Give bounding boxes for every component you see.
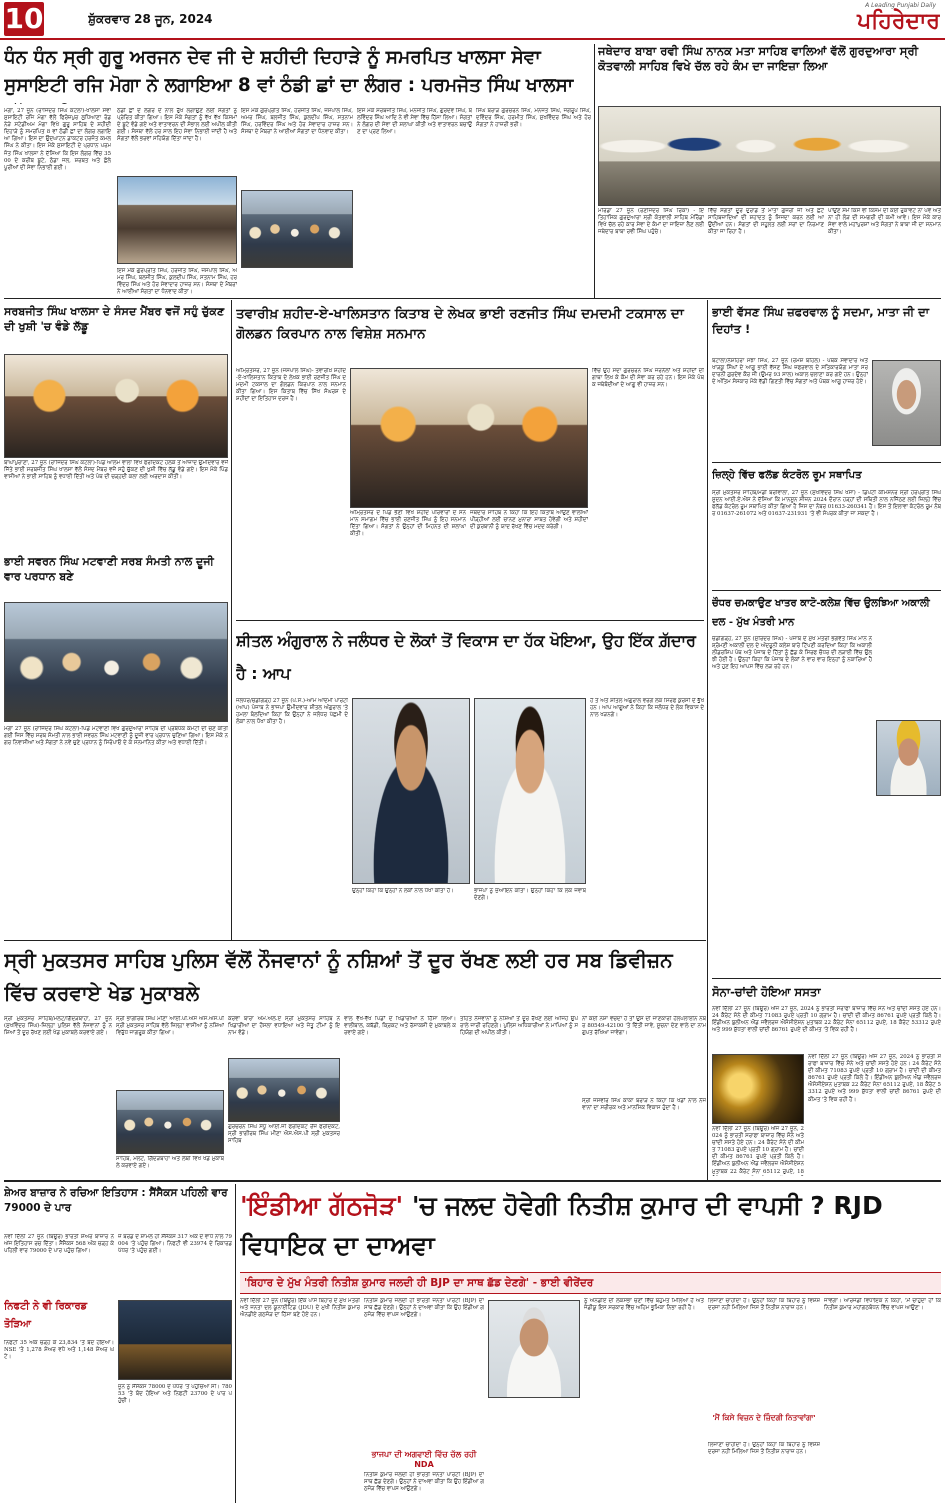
langar-body-col1: ਮੋਗਾ, 27 ਜੂਨ (ਰਾਜਿੰਦਰ ਸਿੰਘ ਕੋਟਲਾ)-ਖਾਲਸਾ ਸੇਵਾ ਸੁਸਾਇਟੀ ਰਜਿ ਮੋਗਾ ਵੱਲੋਂ ਫਿਰੋਜ਼ਪੁਰ ਲੁਧਿਆਣਾ ਰੋਡ ਨੇੜੇ ਸਟੇਡੀਅਮ ਮੋਗਾ ਵਿਖੇ ਗੁਰੂ ਸਾਹਿਬ ਦੇ ਸ਼ਹੀਦੀ ਦਿਹਾੜੇ ਨੂੰ ਸਮਰਪਿਤ 8 ਵਾਂ ਠੰਡੀ ਛਾਂ ਦਾ ਲੰਗਰ ਲਗਾਇਆ ਗਿਆ। ਇਸ ਦਾ ਉਦਘਾਟਨ ਡਾਕਟਰ ਹਰਜੋਤ ਕਮਲ ਸਿੰਘ ਨੇ ਕੀਤਾ। ਇਸ ਮੌਕੇ ਸੁਸਾਇਟੀ ਦੇ ਪ੍ਰਧਾਨ ਪਰਮਜੋਤ ਸਿੰਘ ਖਾਲਸਾ ਨੇ ਦੱਸਿਆ ਕਿ ਇਸ ਲੰਗਰ ਵਿੱਚ 3500 ਦੇ ਕਰੀਬ ਬੂਟੇ, ਠੰਡਾ ਜਲ, ਸ਼ਰਬਤ ਅਤੇ ਛੋਲੇ ਪੂਰੀਆਂ ਦੀ ਸੇਵਾ ਨਿਭਾਈ ਗਈ।	[4, 108, 111, 171]
nitish-quote: 'ਮੈਂ ਕਿਸੇ ਵਿਜ਼ਨ ਦੇ ਜ਼ਿੰਦਗੀ ਨਿਤਾਵਾਂਗਾ'	[712, 1413, 816, 1422]
sports-body-col2: ਸ੍ਰੀ ਭਾਗੀਰਥ ਸਿੰਘ ਮੀਣਾ ਆਈ.ਪੀ.ਐਸ ਐਸ.ਐਸ.ਪੀ ਸ੍ਰੀ ਮੁਕਤਸਰ ਸਾਹਿਬ ਵੱਲੋਂ ਜ਼ਿਲ੍ਹਾ ਵਾਸੀਆਂ ਨੂੰ ਨਸ਼ਿਆਂ ਵਿਰੁੱਧ ਜਾਗਰੂਕ ਕੀਤਾ ਗਿਆ।	[116, 1016, 224, 1037]
sports-body-col6: ਨਾਂ ਕੋਈ ਨਸ਼ਾ ਵੇਚਦਾ ਹੈ ਤਾਂ ਉਸ ਦੀ ਜਾਣਕਾਰੀ ਹੈਲਪਲਾਈਨ ਨੰਬਰ 80549-42100 'ਤੇ ਦਿੱਤੀ ਜਾਵੇ, ਸੂਚਨਾ ਦੇਣ ਵਾਲੇ ਦਾ ਨਾਮ ਗੁਪਤ ਰੱਖਿਆ ਜਾਵੇਗਾ।	[582, 1016, 706, 1037]
page-header	[0, 0, 945, 38]
nitish-body-col2: ਨਿਤੀਸ਼ ਕੁਮਾਰ ਜਲਦੀ ਹੀ ਭਾਰਤੀ ਜਨਤਾ ਪਾਰਟੀ (BJP) ਦਾ ਸਾਥ ਛੱਡ ਦੇਣਗੇ। ਉਨ੍ਹਾਂ ਨੇ ਦਾਅਵਾ ਕੀਤਾ ਕਿ ਉਹ ਇੰਡੀਆ ਗਠਜੋੜ ਵਿੱਚ ਵਾਪਸ ਆਉਣਗੇ।	[364, 1298, 484, 1319]
stock-headline: ਸ਼ੇਅਰ ਬਾਜ਼ਾਰ ਨੇ ਰਚਿਆ ਇਤਿਹਾਸ : ਸੈਂਸੈਕਸ ਪਹਿਲੀ ਵਾਰ 79000 ਦੇ ਪਾਰ	[4, 1187, 228, 1214]
sports-headline: ਸ੍ਰੀ ਮੁਕਤਸਰ ਸਾਹਿਬ ਪੁਲਿਸ ਵੱਲੋਂ ਨੌਜਵਾਨਾਂ ਨੂੰ ਨਸ਼ਿਆਂ ਤੋਂ ਦੂਰ ਰੱਖਣ ਲਈ ਹਰ ਸਬ ਡਿਵੀਜ਼ਨ ਵਿੱਚ ਕਰਵਾਏ ਖੇਡ ਮੁਕਾਬਲੇ	[4, 948, 673, 1005]
story-ladoo-headline	[4, 304, 228, 352]
jathedar-body-col1: ਮੋਰਿੰਡਾ 27 ਜੂਨ (ਰਣਜਿੰਦਰ ਸਿੰਘ ਰਿੰਕਾ) - ਇਤਿਹਾਸਿਕ ਗੁਰਦੁਆਰਾ ਸ੍ਰੀ ਕੋਤਵਾਲੀ ਸਾਹਿਬ ਮੋਰਿੰਡਾ ਵਿਖੇ ਚੱਲ ਰਹੇ ਕਾਰ ਸੇਵਾ ਦੇ ਕੰਮਾਂ ਦਾ ਜਾਇਜ਼ਾ ਲੈਣ ਲਈ ਜਥੇਦਾਰ ਬਾਬਾ ਰਵੀ ਸਿੰਘ ਪਹੁੰਚੇ।	[598, 208, 704, 236]
stock-body-col3: ਨਿਫਟੀ 35 ਅੰਕ ਚੜ੍ਹ ਕੇ 23,834 'ਤੇ ਬੰਦ ਹੋਇਆ। NSE 'ਤੇ 1,278 ਸ਼ੇਅਰ ਵਧੇ ਅਤੇ 1,148 ਸ਼ੇਅਰ ਘਟੇ।	[4, 1340, 114, 1361]
sports-caption-2: ਸਾਹਿਬ, ਮਲੋਟ, ਗਿੱਦੜਬਾਹਾ ਅਤੇ ਲੰਬੀ ਵਿਖੇ ਖੇਡ ਮੁਕਾਬਲੇ ਕਰਵਾਏ ਗਏ।	[116, 1156, 224, 1170]
gold-body-3: ਨਵੀਂ ਦਿੱਲੀ 27 ਜੂਨ (ਬਿਊਰੋ) ਅੱਜ 27 ਜੂਨ, 2024 ਨੂੰ ਭਾਰਤੀ ਸਰਾਫਾ ਬਾਜ਼ਾਰ ਵਿੱਚ ਸੋਨੇ ਅਤੇ ਚਾਂਦੀ ਸਸਤੇ ਹੋਏ ਹਨ। 24 ਕੈਰੇਟ ਸੋਨੇ ਦੀ ਕੀਮਤ 71083 ਰੁਪਏ ਪ੍ਰਤੀ 10 ਗ੍ਰਾਮ ਹੈ। ਚਾਂਦੀ ਦੀ ਕੀਮਤ 86761 ਰੁਪਏ ਪ੍ਰਤੀ ਕਿਲੋ ਹੈ। ਇੰਡੀਅਨ ਬੁਲੀਅਨ ਐਂਡ ਜਵੈਲਰਜ਼ ਐਸੋਸੀਏਸ਼ਨ ਮੁਤਾਬਕ 22 ਕੈਰੇਟ ਸੋਨਾ 65112 ਰੁਪਏ, 18	[712, 1126, 804, 1175]
nitish-deck-bar	[240, 1272, 941, 1294]
langar-body-col3: ਇਸ ਮੌਕੇ ਸਰਬਜੀਤ ਸਿੰਘ, ਮਨਜੀਤ ਸਿੰਘ, ਗੁਰਦੇਵ ਸਿੰਘ, ਬਲਵਿੰਦਰ ਸਿੰਘ ਆਦਿ ਨੇ ਵੀ ਸੇਵਾ ਵਿੱਚ ਹਿੱਸਾ ਲਿਆ। ਸੰਗਤਾਂ ਨੇ ਲੰਗਰ ਦੀ ਸੇਵਾ ਦੀ ਸ਼ਲਾਘਾ ਕੀਤੀ ਅਤੇ ਵਾਤਾਵਰਨ ਬਚਾਉਣ ਦਾ ਪ੍ਰਣ ਲਿਆ।	[357, 108, 472, 136]
book-body-col2: ਅੰਮ੍ਰਿਤਸਰ ਦੇ ਪਿੰਡ ਭੈਣੀ ਵਿਖੇ ਸ਼ਹੀਦ ਪਰਿਵਾਰਾਂ ਦੇ ਸਨਮਾਨ ਸਮਾਗਮ ਵਿੱਚ ਭਾਈ ਰਣਜੀਤ ਸਿੰਘ ਨੂੰ ਇਹ ਸਨਮਾਨ ਦਿੱਤਾ ਗਿਆ। ਸੰਗਤਾਂ ਨੇ ਉਨ੍ਹਾਂ ਦੀ ਮਿਹਨਤ ਦੀ ਸ਼ਲਾਘਾ ਕੀਤੀ।	[350, 510, 466, 538]
nitish-subhead-box	[364, 1450, 484, 1470]
nitish-body-col4b: ਲਿਜਾਣਾ ਚਾਹੀਦਾ ਹੈ। ਉਨ੍ਹਾਂ ਕਿਹਾ ਕਿ ਬਿਹਾਰ ਨੂੰ ਵਿਸ਼ੇਸ਼ ਦਰਜਾ ਨਹੀਂ ਮਿਲਿਆ ਜਿਸ ਤੋਂ ਨਿਤੀਸ਼ ਨਾਰਾਜ਼ ਹਨ।	[708, 1442, 820, 1456]
gold-body-2: ਨਵੀਂ ਦਿੱਲੀ 27 ਜੂਨ (ਬਿਊਰੋ) ਅੱਜ 27 ਜੂਨ, 2024 ਨੂੰ ਭਾਰਤੀ ਸਰਾਫਾ ਬਾਜ਼ਾਰ ਵਿੱਚ ਸੋਨੇ ਅਤੇ ਚਾਂਦੀ ਸਸਤੇ ਹੋਏ ਹਨ। 24 ਕੈਰੇਟ ਸੋਨੇ ਦੀ ਕੀਮਤ 71083 ਰੁਪਏ ਪ੍ਰਤੀ 10 ਗ੍ਰਾਮ ਹੈ। ਚਾਂਦੀ ਦੀ ਕੀਮਤ 86761 ਰੁਪਏ ਪ੍ਰਤੀ ਕਿਲੋ ਹੈ। ਇੰਡੀਅਨ ਬੁਲੀਅਨ ਐਂਡ ਜਵੈਲਰਜ਼ ਐਸੋਸੀਏਸ਼ਨ ਮੁਤਾਬਕ 22 ਕੈਰੇਟ ਸੋਨਾ 65112 ਰੁਪਏ, 18 ਕੈਰੇਟ 53312 ਰੁਪਏ ਅਤੇ 999 ਸ਼ੁੱਧਤਾ ਵਾਲੀ ਚਾਂਦੀ 86761 ਰੁਪਏ ਦੀ ਕੀਮਤ 'ਤੇ ਵਿਕ ਰਹੀ ਹੈ।	[808, 1054, 941, 1103]
story-gold-headline	[712, 982, 941, 1004]
column-divider-left	[231, 300, 232, 940]
langar-body-col2b: ਇਸ ਮੌਕੇ ਗੁਰਪ੍ਰੀਤ ਸਿੰਘ, ਹਰਜੀਤ ਸਿੰਘ, ਜਸਪਾਲ ਸਿੰਘ, ਅਮਰ ਸਿੰਘ, ਬਲਜੀਤ ਸਿੰਘ, ਕੁਲਦੀਪ ਸਿੰਘ, ਸਤਨਾਮ ਸਿੰਘ, ਹਰਵਿੰਦਰ ਸਿੰਘ ਅਤੇ ਹੋਰ ਸੇਵਾਦਾਰ ਹਾਜ਼ਰ ਸਨ। ਸੰਸਥਾ ਦੇ ਮੈਂਬਰਾਂ ਨੇ ਆਈਆਂ ਸੰਗਤਾਂ ਦਾ ਧੰਨਵਾਦ ਕੀਤਾ।	[117, 268, 237, 296]
langar-photo-2	[241, 190, 353, 268]
matwani-headline: ਭਾਈ ਸਵਰਨ ਸਿੰਘ ਮਟਵਾਣੀ ਸਰਬ ਸੰਮਤੀ ਨਾਲ ਦੂਜੀ ਵਾਰ ਪਰਧਾਨ ਬਣੇ	[4, 555, 214, 583]
book-headline: ਤਵਾਰੀਖ਼ ਸ਼ਹੀਦ-ਏ-ਖਾਲਿਸਤਾਨ ਕਿਤਾਬ ਦੇ ਲੇਖਕ ਭਾਈ ਰਣਜੀਤ ਸਿੰਘ ਦਮਦਮੀ ਟਕਸਾਲ ਦਾ ਗੋਲਡਨ ਕਿਰਪਾਨ ਨਾਲ ਵਿਸ਼ੇਸ਼ ਸਨਮਾਨ	[236, 306, 684, 342]
nitish-headline-rest: 'ਚ ਜਲਦ ਹੋਵੇਗੀ ਨਿਤੀਸ਼ ਕੁਮਾਰ ਦੀ ਵਾਪਸੀ ? RJD ਵਿਧਾਇਕ ਦਾ ਦਾਅਵਾ	[240, 1191, 883, 1260]
story-matwani-headline	[4, 554, 228, 600]
jathedar-body-col2: ਵਿੱਚ ਸੰਗਤਾਂ ਦੂਰ ਦੁਰਾਡੇ ਤੋਂ ਮਾਤਾ ਗੁਜਰੀ ਜੀ ਅਤੇ ਛੋਟੇ ਸਾਹਿਬਜ਼ਾਦਿਆਂ ਦੀ ਸ਼ਹਾਦਤ ਨੂੰ ਸਿਜਦਾ ਕਰਨ ਲਈ ਆਉਂਦੀਆਂ ਹਨ। ਸੰਗਤਾਂ ਦੀ ਸਹੂਲਤ ਲਈ ਸਰਾਂ ਦਾ ਨਿਰਮਾਣ ਕੀਤਾ ਜਾ ਰਿਹਾ ਹੈ।	[708, 208, 824, 236]
row-divider-right-2	[712, 590, 941, 591]
sports-body-col7: ਸ੍ਰੀ ਜਸਵੀਰ ਸਿੰਘ ਕਾਕਾ ਬਰਾੜ ਨੇ ਕਿਹਾ ਕਿ ਖੇਡਾਂ ਨਾਲ ਨੌਜਵਾਨਾਂ ਦਾ ਸਰੀਰਕ ਅਤੇ ਮਾਨਸਿਕ ਵਿਕਾਸ ਹੁੰਦਾ ਹੈ।	[582, 1098, 706, 1112]
flood-headline: ਜ਼ਿਲ੍ਹੇ ਵਿੱਚ ਫਲੱਡ ਕੰਟਰੋਲ ਰੂਮ ਸਥਾਪਿਤ	[712, 470, 862, 481]
story-aap-headline	[236, 624, 704, 694]
gold-headline: ਸੋਨਾ-ਚਾਂਦੀ ਹੋਇਆ ਸਸਤਾ	[712, 985, 821, 999]
nitish-body-col3: ਨੂੰ ਐਨਡੀਏ ਦੀ ਲੋਕਸਭਾ ਚੋਣਾਂ ਵਿੱਚ ਬਹੁਮਤ ਮਿਲਿਆ ਹੈ ਅਤੇ ਜੇਡੀਯੂ ਇਸ ਸਰਕਾਰ ਵਿੱਚ ਅਹਿਮ ਭੂਮਿਕਾ ਨਿਭਾ ਰਹੀ ਹੈ।	[584, 1298, 704, 1312]
sports-body-col4: ਵਾਲ ਵੱਖ-ਵੱਖ ਪਿੰਡਾਂ ਦੇ ਖਿਡਾਰੀਆਂ ਨੇ ਹਿੱਸਾ ਲਿਆ। ਵਾਲੀਬਾਲ, ਕਬੱਡੀ, ਕ੍ਰਿਕਟ ਅਤੇ ਰੱਸਾਕਸ਼ੀ ਦੇ ਮੁਕਾਬਲੇ ਕਰਵਾਏ ਗਏ।	[344, 1016, 456, 1037]
stock-body-col1: ਨਵੀਂ ਦਿੱਲੀ 27 ਜੂਨ (ਬਿਊਰੋ) ਭਾਰਤੀ ਸ਼ੇਅਰ ਬਾਜ਼ਾਰ ਨੇ ਅੱਜ ਇਤਿਹਾਸ ਰਚ ਦਿੱਤਾ। ਸੈਂਸੈਕਸ 568 ਅੰਕ ਚੜ੍ਹ ਕੇ ਪਹਿਲੀ ਵਾਰ 79000 ਦੇ ਪਾਰ ਪਹੁੰਚ ਗਿਆ।	[4, 1234, 114, 1255]
nifty-subhead: ਨਿਫਟੀ ਨੇ ਵੀ ਰਿਕਾਰਡ ਤੋੜਿਆ	[4, 1301, 88, 1330]
book-body-col3: ਜਥੇਦਾਰ ਸਾਹਿਬ ਨੇ ਕਿਹਾ ਕਿ ਇਹ ਕਿਤਾਬ ਆਉਣ ਵਾਲੀਆਂ ਪੀੜ੍ਹੀਆਂ ਲਈ ਚਾਨਣ ਮੁਨਾਰਾ ਸਾਬਤ ਹੋਵੇਗੀ ਅਤੇ ਸ਼ਹੀਦਾਂ ਦੀ ਕੁਰਬਾਨੀ ਨੂੰ ਯਾਦ ਰੱਖਣ ਵਿੱਚ ਮਦਦ ਕਰੇਗੀ।	[470, 510, 588, 531]
story-obituary-headline	[712, 304, 941, 356]
aap-body-col4: ਹੈ ਤੇ ਅਤੇ ਸ਼ੀਤਲ ਅੰਗੁਰਾਲ ਵਰਗੇ ਲੋਕ ਸਿਰਫ ਕੁਰਸੀ ਦੇ ਭੁੱਖੇ ਹਨ। ਆਪ ਆਗੂਆਂ ਨੇ ਕਿਹਾ ਕਿ ਜਲੰਧਰ ਦੇ ਲੋਕ ਵਿਕਾਸ ਦੇ ਨਾਲ ਖੜਨਗੇ।	[590, 698, 704, 719]
nitish-body-col4: ਲਿਜਾਣਾ ਚਾਹੀਦਾ ਹੈ। ਉਨ੍ਹਾਂ ਕਿਹਾ ਕਿ ਬਿਹਾਰ ਨੂੰ ਵਿਸ਼ੇਸ਼ ਦਰਜਾ ਨਹੀਂ ਮਿਲਿਆ ਜਿਸ ਤੋਂ ਨਿਤੀਸ਼ ਨਾਰਾਜ਼ ਹਨ।	[708, 1298, 820, 1312]
aap-headline: ਸ਼ੀਤਲ ਅੰਗੁਰਾਲ ਨੇ ਜਲੰਧਰ ਦੇ ਲੋਕਾਂ ਤੋਂ ਵਿਕਾਸ ਦਾ ਹੱਕ ਖੋਇਆ, ਉਹ ਇੱਕ ਗ਼ੱਦਾਰ ਹੈ : ਆਪ	[236, 631, 696, 683]
masthead-tagline: A Leading Punjabi Daily	[865, 2, 936, 9]
masthead-logo: ਪਹਿਰੇਦਾਰ	[857, 9, 940, 34]
column-divider-top	[594, 44, 595, 298]
aap-photo-right	[474, 698, 586, 884]
ladoo-photo	[4, 354, 228, 458]
mann-headline: ਚੌਧਰ ਚਮਕਾਉਣ ਖਾਤਰ ਕਾਟੋ-ਕਲੇਸ਼ ਵਿੱਚ ਉਲਝਿਆ ਅਕਾਲੀ ਦਲ - ਮੁੱਖ ਮੰਤਰੀ ਮਾਨ	[712, 598, 930, 628]
nitish-deck: 'ਬਿਹਾਰ ਦੇ ਮੁੱਖ ਮੰਤਰੀ ਨਿਤੀਸ਼ ਕੁਮਾਰ ਜਲਦੀ ਹੀ BJP ਦਾ ਸਾਥ ਛੱਡ ਦੇਣਗੇ' - ਭਾਈ ਵੀਰੇਂਦਰ	[244, 1277, 594, 1289]
ladoo-body: ਬਾਘਾਪੁਰਾਣਾ, 27 ਜੂਨ (ਰਾਜਿੰਦਰ ਸਿੰਘ ਕੋਟਲਾ)-ਪਿੰਡ ਆਲਮ ਵਾਲਾ ਵਿਖੇ ਫਰੀਦਕੋਟ ਹਲਕੇ ਤੋਂ ਆਜ਼ਾਦ ਉਮੀਦਵਾਰ ਵਜੋਂ ਜਿੱਤੇ ਭਾਈ ਸਰਬਜੀਤ ਸਿੰਘ ਖਾਲਸਾ ਵੱਲੋਂ ਸੰਸਦ ਮੈਂਬਰ ਵਜੋਂ ਸਹੁੰ ਚੁੱਕਣ ਦੀ ਖੁਸ਼ੀ ਵਿੱਚ ਲੱਡੂ ਵੰਡੇ ਗਏ। ਇਸ ਮੌਕੇ ਪਿੰਡ ਵਾਸੀਆਂ ਨੇ ਭਾਈ ਸਾਹਿਬ ਨੂੰ ਵਧਾਈ ਦਿੱਤੀ ਅਤੇ ਪੰਥ ਦੀ ਚੜ੍ਹਦੀ ਕਲਾ ਲਈ ਅਰਦਾਸ ਕੀਤੀ।	[4, 460, 228, 481]
flood-body: ਸ੍ਰੀ ਮੁਕਤਸਰ ਸਾਹਿਬ/ਮੰਡੀ ਬਰੀਵਾਲਾ, 27 ਜੂਨ (ਸੁਖਵਿੰਦਰ ਸਿੰਘ ਖੋਸਾ) - ਡਿਪਟੀ ਕਮਿਸ਼ਨਰ ਸ੍ਰੀ ਹਰਪ੍ਰੀਤ ਸਿੰਘ ਸੂਦਨ ਆਈ.ਏ.ਐਸ ਨੇ ਦੱਸਿਆ ਕਿ ਮਾਨਸੂਨ ਸੀਜ਼ਨ 2024 ਦੌਰਾਨ ਹੜ੍ਹਾਂ ਦੀ ਸਥਿਤੀ ਨਾਲ ਨਜਿੱਠਣ ਲਈ ਜ਼ਿਲ੍ਹੇ ਵਿੱਚ ਫਲੱਡ ਕੰਟਰੋਲ ਰੂਮ ਸਥਾਪਿਤ ਕੀਤਾ ਗਿਆ ਹੈ ਜਿਸ ਦਾ ਨੰਬਰ 01633-260341 ਹੈ। ਇਸ ਤੋਂ ਇਲਾਵਾ ਕੰਟਰੋਲ ਰੂਮ ਨੰਬਰ 01637-261072 ਅਤੇ 01637-231931 'ਤੇ ਵੀ ਸੰਪਰਕ ਕੀਤਾ ਜਾ ਸਕਦਾ ਹੈ।	[712, 490, 941, 518]
matwani-body: ਮੋਗਾ 27 ਜੂਨ (ਰਾਜਿੰਦਰ ਸਿੰਘ ਕੋਟਲਾ)-ਪਿੰਡ ਮਟਵਾਣੀ ਵਿਖੇ ਗੁਰਦੁਆਰਾ ਸਾਹਿਬ ਦੀ ਪ੍ਰਬੰਧਕ ਕਮੇਟੀ ਦੀ ਚੋਣ ਕੀਤੀ ਗਈ ਜਿਸ ਵਿੱਚ ਸਰਬ ਸੰਮਤੀ ਨਾਲ ਭਾਈ ਸਵਰਨ ਸਿੰਘ ਮਟਵਾਣੀ ਨੂੰ ਦੂਜੀ ਵਾਰ ਪ੍ਰਧਾਨ ਚੁਣਿਆ ਗਿਆ। ਇਸ ਮੌਕੇ ਨਗਰ ਨਿਵਾਸੀਆਂ ਅਤੇ ਸੰਗਤਾਂ ਨੇ ਨਵੇਂ ਚੁਣੇ ਪ੍ਰਧਾਨ ਨੂੰ ਸਿਰੋਪਾਓ ਦੇ ਕੇ ਸਨਮਾਨਿਤ ਕੀਤਾ ਅਤੇ ਵਧਾਈ ਦਿੱਤੀ।	[4, 726, 228, 747]
row-divider-2	[4, 940, 706, 941]
nitish-photo	[488, 1300, 580, 1398]
matwani-photo	[4, 602, 228, 722]
jathedar-photo	[598, 106, 941, 206]
issue-date: ਸ਼ੁੱਕਰਵਾਰ 28 ਜੂਨ, 2024	[88, 12, 213, 26]
story-langar-headline	[4, 44, 592, 104]
langar-body-col4: ਸਿੰਘ ਬਰਾੜ ਗੁਰਚਰਨ ਸਿੰਘ, ਮਨਜਤ ਸਿੰਘ, ਜਗਰੂਪ ਸਿੰਘ, ਦਵਿੰਦਰ ਸਿੰਘ, ਹਰਮੀਤ ਸਿੰਘ, ਸੁਖਵਿੰਦਰ ਸਿੰਘ ਅਤੇ ਹੋਰ ਸੰਗਤਾਂ ਨੇ ਹਾਜ਼ਰੀ ਭਰੀ।	[476, 108, 591, 129]
nitish-body-col1: ਨਵੀਂ ਦਿੱਲੀ 27 ਜੂਨ (ਬਿਊਰੋ) ਇੱਕ ਪਾਸੇ ਬਿਹਾਰ ਦੇ ਮੁੱਖ ਮੰਤਰੀ ਅਤੇ ਜਨਤਾ ਦਲ ਯੂਨਾਈਟਿਡ (JDU) ਦੇ ਮੁਖੀ ਨਿਤੀਸ਼ ਕੁਮਾਰ ਐਨਡੀਏ ਗਠਜੋੜ ਦਾ ਹਿੱਸਾ ਬਣੇ ਹੋਏ ਹਨ।	[240, 1298, 360, 1319]
row-divider-center	[236, 620, 704, 621]
langar-headline: ਧੰਨ ਧੰਨ ਸ੍ਰੀ ਗੁਰੂ ਅਰਜਨ ਦੇਵ ਜੀ ਦੇ ਸ਼ਹੀਦੀ ਦਿਹਾੜੇ ਨੂੰ ਸਮਰਪਿਤ ਖਾਲਸਾ ਸੇਵਾ ਸੁਸਾਇਟੀ ਰਜਿ ਮੋਗਾ ਨੇ ਲਗਾਇਆ 8 ਵਾਂ ਠੰਡੀ ਛਾਂ ਦਾ ਲੰਗਰ : ਪਰਮਜੋਤ ਸਿੰਘ ਖਾਲਸਾ	[4, 47, 574, 96]
langar-body-col2: ਠੰਡੀ ਛਾਂ ਦੇ ਲੰਗਰ ਦੇ ਨਾਲ ਰੁੱਖ ਲਗਾਉਣ ਲਈ ਸੰਗਤਾਂ ਨੂੰ ਪ੍ਰੇਰਿਤ ਕੀਤਾ ਗਿਆ। ਇਸ ਮੌਕੇ ਸੰਗਤਾਂ ਨੂੰ ਵੱਖ ਵੱਖ ਕਿਸਮਾਂ ਦੇ ਬੂਟੇ ਵੰਡੇ ਗਏ ਅਤੇ ਵਾਤਾਵਰਨ ਦੀ ਸੰਭਾਲ ਲਈ ਅਪੀਲ ਕੀਤੀ ਗਈ। ਸੰਸਥਾ ਵੱਲੋਂ ਹਰ ਸਾਲ ਇਹ ਸੇਵਾ ਨਿਭਾਈ ਜਾਂਦੀ ਹੈ ਅਤੇ ਸੰਗਤਾਂ ਵੱਲੋਂ ਭਰਵਾਂ ਸਹਿਯੋਗ ਦਿੱਤਾ ਜਾਂਦਾ ਹੈ।	[117, 108, 237, 143]
sports-body-col5: ਤਹਿਤ ਨੌਜਵਾਨਾਂ ਨੂੰ ਨਸ਼ਿਆਂ ਤੋਂ ਦੂਰ ਰੱਖਣ ਲਈ ਅਜਿਹੇ ਉਪਰਾਲੇ ਜਾਰੀ ਰਹਿਣਗੇ। ਪੁਲਿਸ ਅਧਿਕਾਰੀਆਂ ਨੇ ਮਾਪਿਆਂ ਨੂੰ ਸਹਿਯੋਗ ਦੀ ਅਪੀਲ ਕੀਤੀ।	[460, 1016, 578, 1037]
book-body-col1: ਅੰਮ੍ਰਿਤਸਰ, 27 ਜੂਨ (ਜਸਪਾਲ ਸਿੰਘ)- ਤਵਾਰੀਖ਼ ਸ਼ਹੀਦ-ਏ-ਖਾਲਿਸਤਾਨ ਕਿਤਾਬ ਦੇ ਲੇਖਕ ਭਾਈ ਰਣਜੀਤ ਸਿੰਘ ਦਮਦਮੀ ਟਕਸਾਲ ਦਾ ਗੋਲਡਨ ਕਿਰਪਾਨ ਨਾਲ ਸਨਮਾਨ ਕੀਤਾ ਗਿਆ। ਇਸ ਕਿਤਾਬ ਵਿੱਚ ਸਿੱਖ ਸੰਘਰਸ਼ ਦੇ ਸ਼ਹੀਦਾਂ ਦਾ ਇਤਿਹਾਸ ਦਰਜ ਹੈ।	[236, 368, 346, 403]
obituary-photo	[872, 360, 941, 446]
nitish-headline	[240, 1186, 941, 1266]
jathedar-headline: ਜਥੇਦਾਰ ਬਾਬਾ ਰਵੀ ਸਿੰਘ ਨਾਨਕ ਮਤਾ ਸਾਹਿਬ ਵਾਲਿਆਂ ਵੱਲੋਂ ਗੁਰਦੁਆਰਾ ਸ੍ਰੀ ਕੋਤਵਾਲੀ ਸਾਹਿਬ ਵਿਖੇ ਚੱਲ ਰਹੇ ਕੰਮ ਦਾ ਜਾਇਜ਼ਾ ਲਿਆ	[598, 44, 919, 73]
story-book-headline	[236, 304, 704, 366]
column-divider-bottom	[235, 1184, 236, 1503]
mann-photo	[876, 720, 941, 796]
gold-body: ਨਵੀਂ ਦਿੱਲੀ 27 ਜੂਨ (ਬਿਊਰੋ) ਅੱਜ 27 ਜੂਨ, 2024 ਨੂੰ ਭਾਰਤੀ ਸਰਾਫਾ ਬਾਜ਼ਾਰ ਵਿੱਚ ਸੋਨੇ ਅਤੇ ਚਾਂਦੀ ਸਸਤੇ ਹੋਏ ਹਨ। 24 ਕੈਰੇਟ ਸੋਨੇ ਦੀ ਕੀਮਤ 71083 ਰੁਪਏ ਪ੍ਰਤੀ 10 ਗ੍ਰਾਮ ਹੈ। ਚਾਂਦੀ ਦੀ ਕੀਮਤ 86761 ਰੁਪਏ ਪ੍ਰਤੀ ਕਿਲੋ ਹੈ। ਇੰਡੀਅਨ ਬੁਲੀਅਨ ਐਂਡ ਜਵੈਲਰਜ਼ ਐਸੋਸੀਏਸ਼ਨ ਮੁਤਾਬਕ 22 ਕੈਰੇਟ ਸੋਨਾ 65112 ਰੁਪਏ, 18 ਕੈਰੇਟ 53312 ਰੁਪਏ ਅਤੇ 999 ਸ਼ੁੱਧਤਾ ਵਾਲੀ ਚਾਂਦੀ 86761 ਰੁਪਏ ਦੀ ਕੀਮਤ 'ਤੇ ਵਿਕ ਰਹੀ ਹੈ।	[712, 1006, 941, 1034]
story-stock-headline	[4, 1186, 232, 1232]
sports-photo	[116, 1090, 224, 1154]
aap-caption-left: ਉਨ੍ਹਾਂ ਕਿਹਾ ਕਿ ਉਨ੍ਹਾਂ ਨੇ ਲੋਕਾਂ ਨਾਲ ਧੋਖਾ ਕੀਤਾ ਹੈ।	[352, 888, 454, 894]
jathedar-body-col3: ਪਾਉਂਣ ਸਮੇਂ ਕਿਸੇ ਵੀ ਕਿਸਮ ਦੀ ਕੋਈ ਰੁਕਾਵਟ ਨਾ ਪਵੇ ਅਤੇ ਨਾ ਹੀ ਲੋੜ ਦੀ ਸਮਗਰੀ ਦੀ ਕਮੀ ਆਵੇ। ਇਸ ਮੌਕੇ ਕਾਰ ਸੇਵਾ ਵਾਲੇ ਮਹਾਂਪੁਰਸ਼ਾਂ ਅਤੇ ਸੰਗਤਾਂ ਨੇ ਬਾਬਾ ਜੀ ਦਾ ਸਨਮਾਨ ਕੀਤਾ।	[828, 208, 941, 236]
nitish-body-col2b: ਨਿਤੀਸ਼ ਕੁਮਾਰ ਜਲਦੀ ਹੀ ਭਾਰਤੀ ਜਨਤਾ ਪਾਰਟੀ (BJP) ਦਾ ਸਾਥ ਛੱਡ ਦੇਣਗੇ। ਉਨ੍ਹਾਂ ਨੇ ਦਾਅਵਾ ਕੀਤਾ ਕਿ ਉਹ ਇੰਡੀਆ ਗਠਜੋੜ ਵਿੱਚ ਵਾਪਸ ਆਉਣਗੇ।	[364, 1472, 484, 1493]
story-nitish-headline	[240, 1186, 941, 1270]
sports-body-col3: ਕਰਵਾ ਬਾਰਾ ਐਮ.ਐਲ.ਏ ਸ੍ਰੀ ਮੁਕਤਸਰ ਸਾਹਿਬ ਨੇ ਖਿਡਾਰੀਆਂ ਦਾ ਹੌਸਲਾ ਵਧਾਇਆ ਅਤੇ ਜੇਤੂ ਟੀਮਾਂ ਨੂੰ ਇਨਾਮ ਵੰਡੇ।	[228, 1016, 340, 1037]
langar-body-col2c: ਇਸ ਮੌਕੇ ਗੁਰਪ੍ਰੀਤ ਸਿੰਘ, ਹਰਜੀਤ ਸਿੰਘ, ਜਸਪਾਲ ਸਿੰਘ, ਅਮਰ ਸਿੰਘ, ਬਲਜੀਤ ਸਿੰਘ, ਕੁਲਦੀਪ ਸਿੰਘ, ਸਤਨਾਮ ਸਿੰਘ, ਹਰਵਿੰਦਰ ਸਿੰਘ ਅਤੇ ਹੋਰ ਸੇਵਾਦਾਰ ਹਾਜ਼ਰ ਸਨ। ਸੰਸਥਾ ਦੇ ਮੈਂਬਰਾਂ ਨੇ ਆਈਆਂ ਸੰਗਤਾਂ ਦਾ ਧੰਨਵਾਦ ਕੀਤਾ।	[241, 108, 353, 136]
gold-photo	[712, 1054, 804, 1124]
story-sports-headline	[4, 944, 706, 1014]
page-number: 10	[4, 2, 44, 35]
row-divider-1	[4, 298, 941, 299]
nitish-body-col5: ਜਾਵੇਗਾ। ਆਰਜੇਡੀ ਵਿਧਾਇਕ ਨੇ ਕਿਹਾ, 'ਮੈਂ ਚਾਹੁੰਦਾ ਹਾਂ ਕਿ ਨਿਤੀਸ਼ ਕੁਮਾਰ ਮਹਾਂਗਠਬੰਧਨ ਵਿੱਚ ਵਾਪਸ ਆਉਣ'।	[824, 1298, 941, 1312]
nitish-headline-quote: 'ਇੰਡੀਆ ਗੱਠਜੋੜ'	[240, 1191, 404, 1220]
row-divider-right-1	[712, 462, 941, 463]
row-divider-3	[4, 1180, 941, 1182]
column-divider-right	[707, 300, 708, 1180]
story-mann-headline	[712, 594, 941, 634]
stock-subhead-box	[4, 1298, 114, 1338]
stock-body-col2: ਜ਼ੇ ਬੋਰਡ ਦੇ ਸ਼ਾਮਲ ਹੀ ਸੈਂਸੈਕਸ 317 ਅੰਕ ਦੇ ਵਾਧੇ ਨਾਲ 79004 'ਤੇ ਪਹੁੰਚ ਗਿਆ। ਨਿਫਟੀ ਵੀ 23974 ਦੇ ਰਿਕਾਰਡ ਪੱਧਰ 'ਤੇ ਪਹੁੰਚ ਗਈ।	[118, 1234, 232, 1255]
aap-caption-right: ਭਾਜਪਾ ਨੂੰ ਜੁਆਇਨ ਕੀਤਾ। ਉਨ੍ਹਾਂ ਕਿਹਾ ਕਿ ਲੋਕ ਜਵਾਬ ਦੇਣਗੇ।	[474, 888, 586, 902]
row-divider-right-3	[712, 978, 941, 979]
aap-body-col1: ਜਲੰਧਰ/ਚੰਡੀਗੜ੍ਹ 27 ਜੂਨ (ਪ.ਸ.)-ਆਮ ਆਦਮੀ ਪਾਰਟੀ (ਆਪ) ਪੰਜਾਬ ਨੇ ਭਾਜਪਾ ਉਮੀਦਵਾਰ ਸ਼ੀਤਲ ਅੰਗੁਰਾਲ 'ਤੇ ਹਮਲਾ ਬੋਲਦਿਆਂ ਕਿਹਾ ਕਿ ਉਨ੍ਹਾਂ ਨੇ ਜਲੰਧਰ ਪੱਛਮੀ ਦੇ ਲੋਕਾਂ ਨਾਲ ਧੋਖਾ ਕੀਤਾ ਹੈ।	[236, 698, 348, 726]
ladoo-headline: ਸਰਬਜੀਤ ਸਿੰਘ ਖਾਲਸਾ ਦੇ ਸੰਸਦ ਮੈਂਬਰ ਵਜੋਂ ਸਹੁੰ ਚੁੱਕਣ ਦੀ ਖੁਸ਼ੀ 'ਚ ਵੰਡੇ ਲੱਡੂ	[4, 305, 225, 333]
mann-body: ਚੰਡੀਗੜ੍ਹ, 27 ਜੂਨ (ਸੁਰਿੰਦਰ ਸਿੰਘ) - ਪੰਜਾਬ ਦੇ ਮੁੱਖ ਮੰਤਰੀ ਭਗਵੰਤ ਸਿੰਘ ਮਾਨ ਨੇ ਸ਼੍ਰੋਮਣੀ ਅਕਾਲੀ ਦਲ ਦੇ ਅੰਦਰੂਨੀ ਕਲੇਸ਼ ਬਾਰੇ ਟਿੱਪਣੀ ਕਰਦਿਆਂ ਕਿਹਾ ਕਿ ਅਕਾਲੀ ਲੀਡਰਸ਼ਿਪ ਪੰਥ ਅਤੇ ਪੰਜਾਬ ਦੇ ਹਿੱਤਾਂ ਨੂੰ ਛੱਡ ਕੇ ਸਿਰਫ ਚੌਧਰ ਦੀ ਲੜਾਈ ਵਿੱਚ ਉਲਝੀ ਹੋਈ ਹੈ। ਉਨ੍ਹਾਂ ਕਿਹਾ ਕਿ ਪੰਜਾਬ ਦੇ ਲੋਕਾਂ ਨੇ ਵਾਰ ਵਾਰ ਇਨ੍ਹਾਂ ਨੂੰ ਨਕਾਰਿਆ ਹੈ ਅਤੇ ਹੁਣ ਇਹ ਆਪਸ ਵਿੱਚ ਲੜ ਰਹੇ ਹਨ।	[712, 636, 872, 671]
obituary-body: ਬਟਾਲਾ/ਨੌਸ਼ਹਿਰਾ ਮੱਝਾ ਸਿੰਘ, 27 ਜੂਨ (ਰਮੇਸ਼ ਬਹਿਲ) - ਪੰਥਕ ਸੇਵਾਦਾਰ ਅਤੇ ਖਾੜਕੂ ਸਿੰਘਾਂ ਦੇ ਆਗੂ ਭਾਈ ਵੱਸਣ ਸਿੰਘ ਜ਼ਫਰਵਾਲ ਦੇ ਸਤਿਕਾਰਯੋਗ ਮਾਤਾ ਸਰਦਾਰਨੀ ਗੁਰਦੇਵ ਕੌਰ ਜੀ (ਉਮਰ 93 ਸਾਲ) ਅਕਾਲ ਚਲਾਣਾ ਕਰ ਗਏ ਹਨ। ਉਨ੍ਹਾਂ ਦੇ ਅੰਤਿਮ ਸੰਸਕਾਰ ਮੌਕੇ ਵੱਡੀ ਗਿਣਤੀ ਵਿੱਚ ਸੰਗਤਾਂ ਅਤੇ ਪੰਥਕ ਆਗੂ ਹਾਜ਼ਰ ਹੋਏ।	[712, 358, 868, 386]
story-jathedar-headline	[598, 44, 941, 106]
nitish-subhead: ਭਾਜਪਾ ਦੀ ਅਗਵਾਈ ਵਿੱਚ ਚੱਲ ਰਹੀ NDA	[371, 1450, 477, 1469]
book-body-col4: ਵਿੱਚ ਉਹ ਸਦਾ ਗੁਰਚਰਨ ਸਿੰਘ ਜਰਨੈਲਾਂ ਅਤੇ ਸ਼ਹੀਦਾਂ ਦੀ ਗਾਥਾ ਲਿਖ ਕੇ ਕੌਮ ਦੀ ਸੇਵਾ ਕਰ ਰਹੇ ਹਨ। ਇਸ ਮੌਕੇ ਪੰਥਕ ਜਥੇਬੰਦੀਆਂ ਦੇ ਆਗੂ ਵੀ ਹਾਜ਼ਰ ਸਨ।	[592, 368, 704, 389]
stock-photo	[118, 1300, 232, 1380]
header-divider	[0, 38, 945, 40]
sports-caption: ਗੁਰਚਰਨ ਸਿੰਘ ਸੰਧੂ ਆਈ.ਜੀ ਫਰੀਦਕੋਟ ਰੇਂਜ ਫਰੀਦਕੋਟ, ਸ੍ਰੀ ਭਾਗੀਰਥ ਸਿੰਘ ਮੀਣਾ ਐਸ.ਐਸ.ਪੀ ਸ੍ਰੀ ਮੁਕਤਸਰ ਸਾਹਿਬ	[228, 1124, 340, 1145]
stock-body-col4: ਜੂਨ ਨੂੰ ਸੈਂਸੈਕਸ 78000 ਦੇ ਪੱਧਰ 'ਤੇ ਪਹੁੰਚਿਆ ਸੀ। 78053 'ਤੇ ਬੰਦ ਹੋਇਆ ਅਤੇ ਨਿਫਟੀ 23700 ਦੇ ਪਾਰ ਪਹੁੰਚੀ।	[118, 1384, 232, 1405]
aap-photo-left	[352, 698, 470, 884]
sports-photo-2	[228, 1058, 340, 1122]
book-photo	[350, 368, 588, 508]
story-flood-headline	[712, 466, 941, 488]
sports-body-col1: ਸ੍ਰੀ ਮੁਕਤਸਰ ਸਾਹਿਬ/ਮਲੋਟ/ਗਿੱਦੜਬਾਹਾ, 27 ਜੂਨ (ਸੁਖਵਿੰਦਰ ਸਿੰਘ)-ਜ਼ਿਲ੍ਹਾ ਪੁਲਿਸ ਵੱਲੋਂ ਨੌਜਵਾਨਾਂ ਨੂੰ ਨਸ਼ਿਆਂ ਤੋਂ ਦੂਰ ਰੱਖਣ ਲਈ ਖੇਡ ਮੁਕਾਬਲੇ ਕਰਵਾਏ ਗਏ।	[4, 1016, 112, 1037]
langar-photo-1	[117, 176, 237, 264]
nitish-quote-box	[708, 1412, 820, 1438]
obituary-headline: ਭਾਈ ਵੱਸਣ ਸਿੰਘ ਜ਼ਫਰਵਾਲ ਨੂੰ ਸਦਮਾ, ਮਾਤਾ ਜੀ ਦਾ ਦਿਹਾਂਤ !	[712, 305, 930, 336]
page-number-box	[4, 2, 44, 36]
